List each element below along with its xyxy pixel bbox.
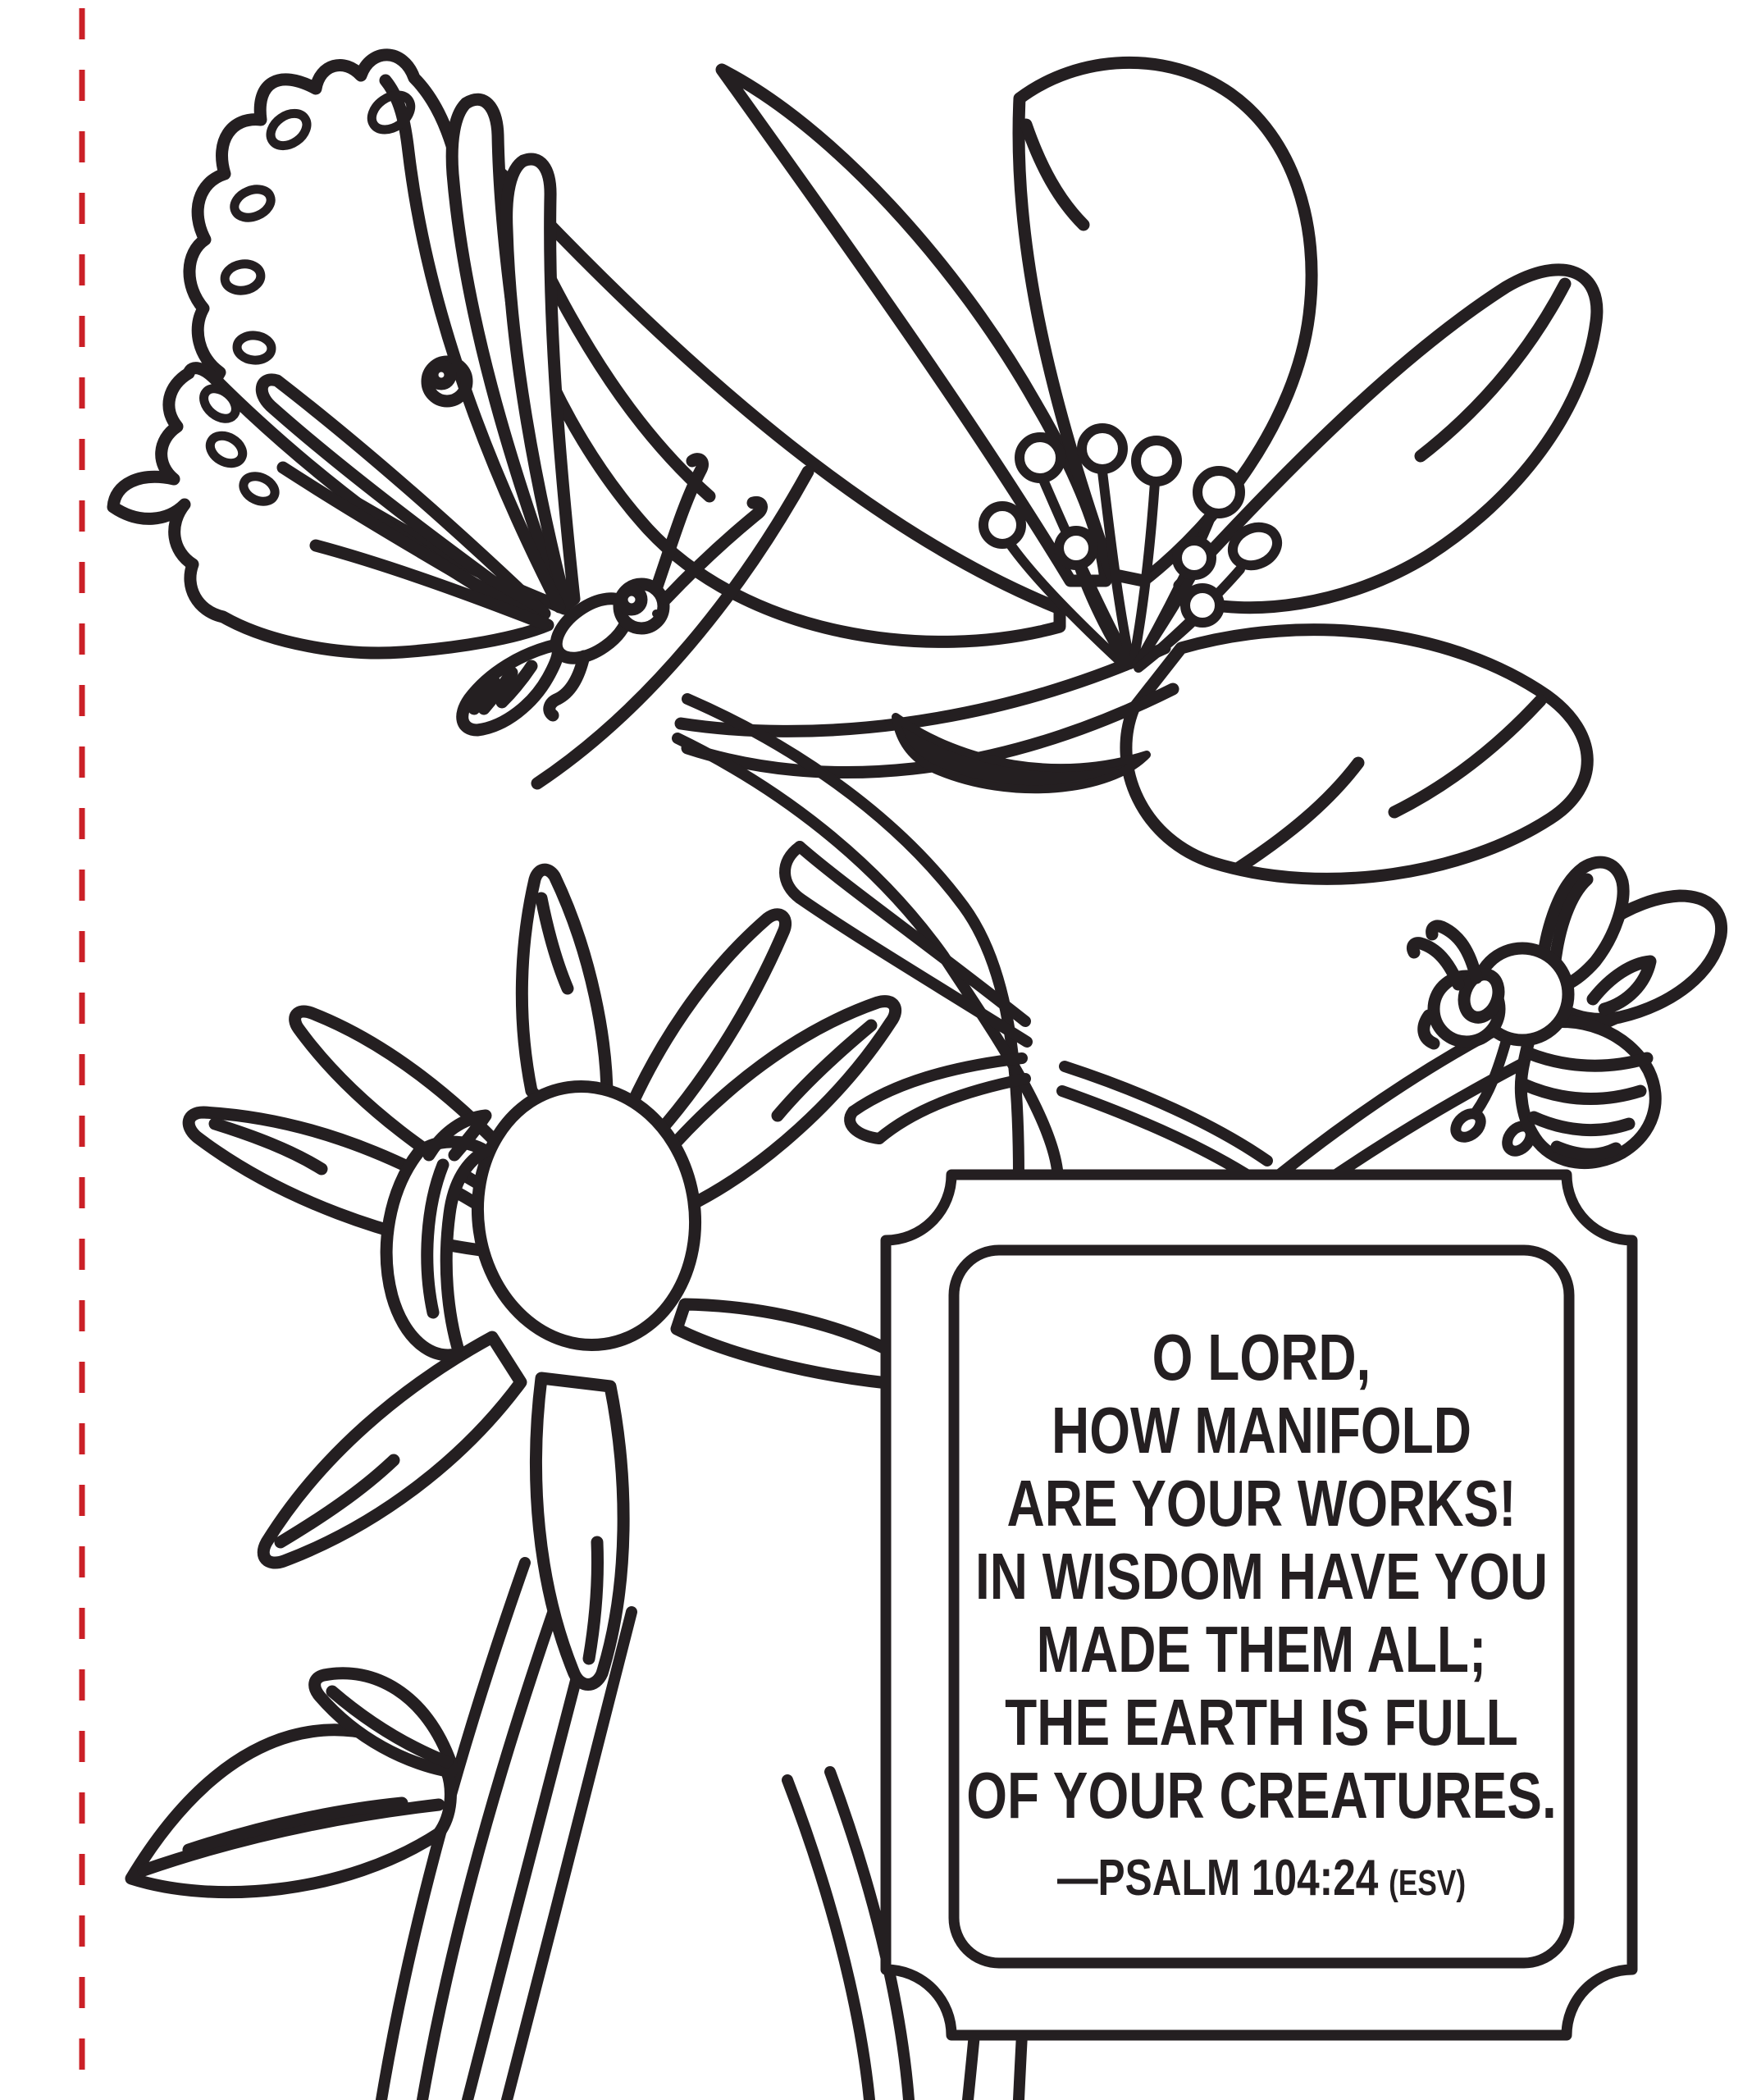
verse-frame <box>886 1175 1632 2035</box>
daffodil-stems <box>381 1563 909 2100</box>
verse-line: OF YOUR CREATURES. <box>966 1759 1557 1832</box>
verse-translation: (ESV) <box>1389 1863 1467 1903</box>
verse-line: HOW MANIFOLD <box>1052 1394 1471 1467</box>
bottom-leaves <box>131 1673 451 1892</box>
verse-line: O LORD, <box>1152 1321 1371 1394</box>
verse-line: ARE YOUR WORKS! <box>1006 1467 1517 1540</box>
verse-line: MADE THEM ALL; <box>1036 1613 1487 1686</box>
daffodil-flower <box>189 870 919 2100</box>
honey-bee <box>1412 862 1721 1162</box>
blossom-petal-icon <box>1126 630 1587 879</box>
verse-line: THE EARTH IS FULL <box>1005 1686 1518 1759</box>
verse-reference: —PSALM 104:24 <box>1056 1850 1379 1906</box>
verse-line: IN WISDOM HAVE YOU <box>974 1540 1549 1613</box>
verse-frame-inner <box>954 1250 1569 1963</box>
